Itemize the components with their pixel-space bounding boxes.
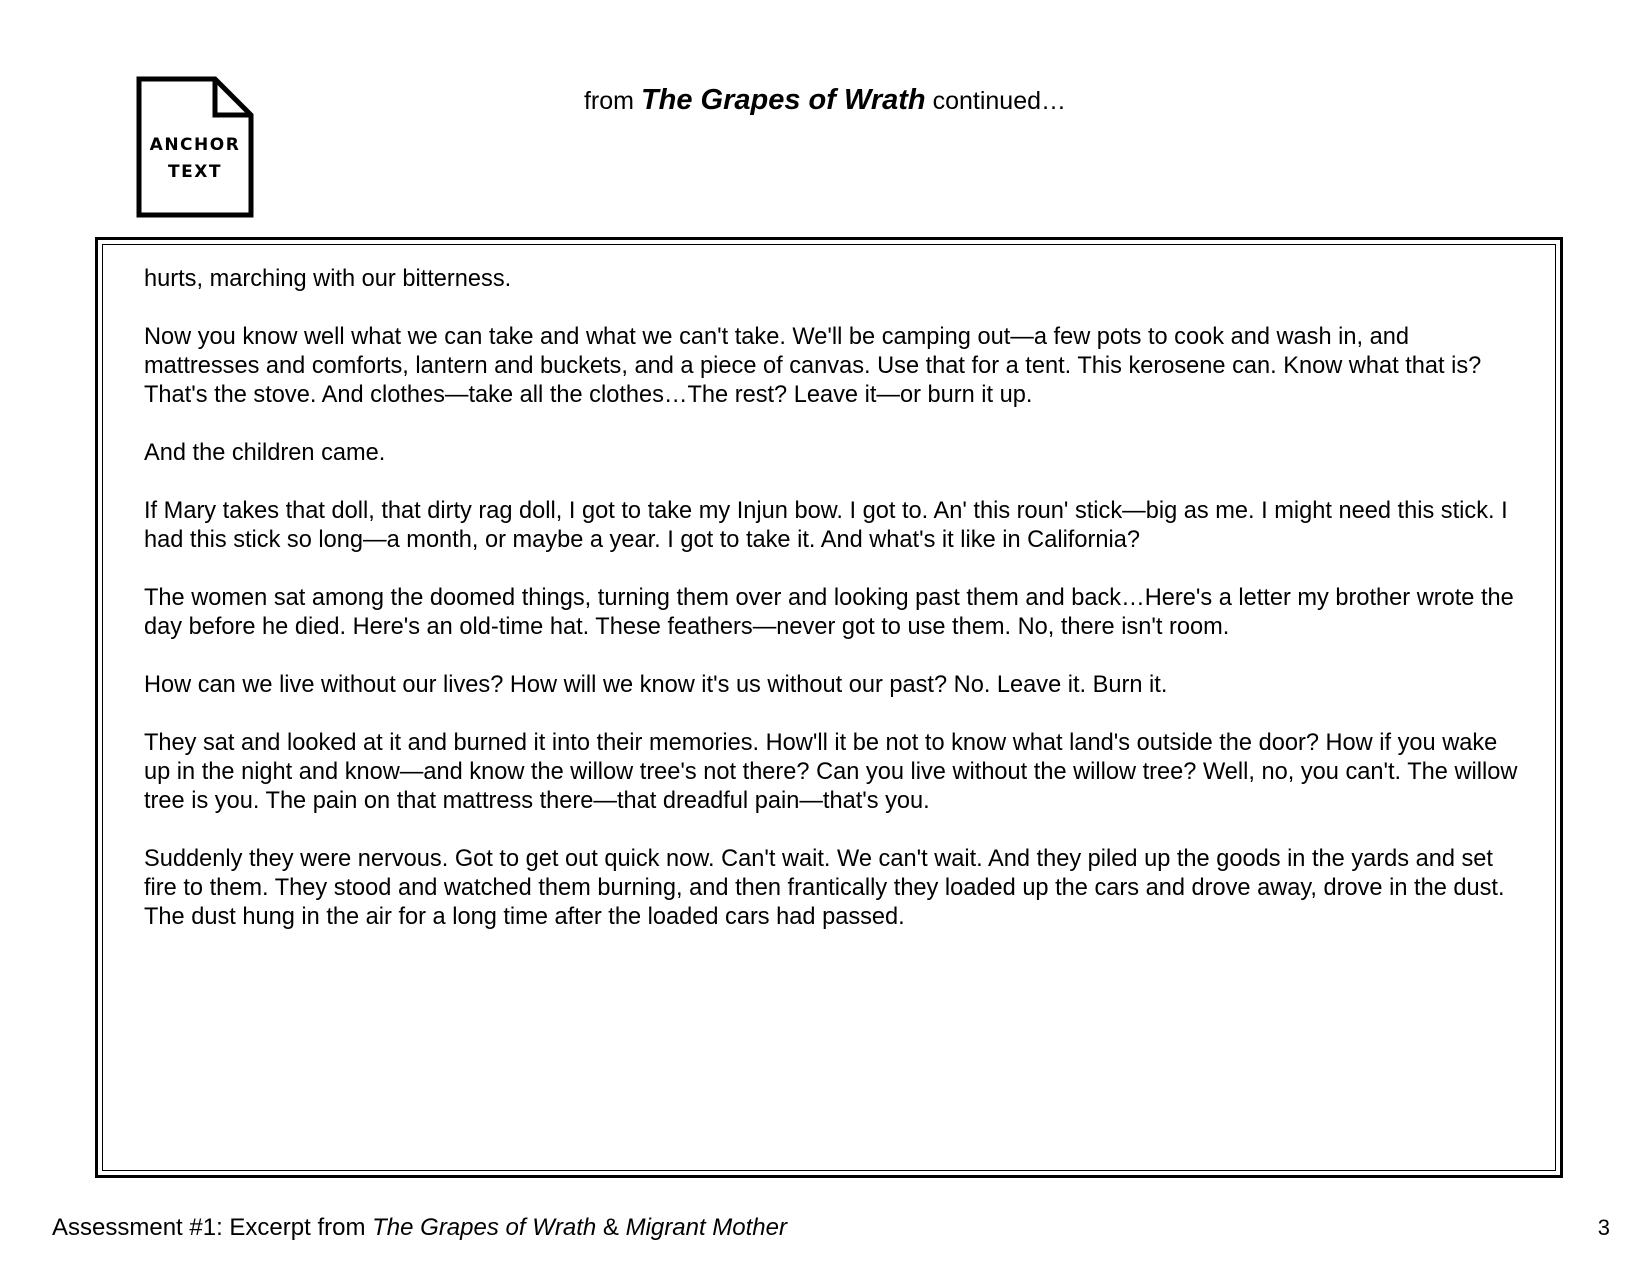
footer-work-2: Migrant Mother	[625, 1214, 787, 1241]
passage-paragraph-1: hurts, marching with our bitterness.	[144, 266, 512, 292]
footer-prefix: Assessment #1: Excerpt from	[52, 1214, 366, 1241]
passage-paragraph-6: How can we live without our lives? How will we know it's us without our past? No. Leave it. Burn it.	[144, 672, 1168, 698]
title-book-name: The Grapes of Wrath	[640, 84, 926, 116]
footer-work-1: The Grapes of Wrath	[372, 1214, 597, 1241]
passage-paragraph-8: Suddenly they were nervous. Got to get out quick now. Can't wait. We can't wait. And they piled up the goods in the yards and set fire to them. They stood and watched them burning, and then frantically they loaded up the cars and drove away, drove in the dust. The dust hung in the air for a long time after the loaded cars had passed.	[144, 846, 1505, 930]
footer-ampersand: &	[602, 1214, 619, 1241]
page-number: 3	[1597, 1215, 1610, 1240]
passage-paragraph-7: They sat and looked at it and burned it into their memories. How'll it be not to know what land's outside the door? How if you wake up in the night and know—and know the willow tree's not there? Can you live without the willow tree? Well, no, you can't. The willow tree is you. The pain on that mattress there—that dreadful pain—that's you.	[144, 730, 1518, 814]
title-suffix: continued…	[932, 87, 1067, 115]
title-prefix: from	[583, 87, 634, 115]
anchor-text-label	[136, 132, 254, 186]
anchor-label-line1: ANCHOR	[149, 135, 241, 155]
anchor-label-line2: TEXT	[168, 162, 222, 182]
footer-citation	[52, 1213, 787, 1243]
passage-paragraph-4: If Mary takes that doll, that dirty rag doll, I got to take my Injun bow. I got to. An' this roun' stick—big as me. I might need this stick. I had this stick so long—a month, or maybe a year. I got to take it. And what's it like in California?	[144, 498, 1508, 553]
passage-text	[144, 265, 1529, 961]
passage-paragraph-5: The women sat among the doomed things, turning them over and looking past them and back…Here's a letter my brother wrote the day before he died. Here's an old-time hat. These feathers—never got to use them. No, there isn't room.	[144, 585, 1514, 640]
passage-paragraph-3: And the children came.	[144, 440, 386, 466]
passage-paragraph-2: Now you know well what we can take and what we can't take. We'll be camping out—a few pots to cook and wash in, and mattresses and comforts, lantern and buckets, and a piece of canvas. Use that for a tent. This kerosene can. Know what that is? That's the stove. And clothes—take all the clothes…The rest? Leave it—or burn it up.	[144, 324, 1482, 408]
page-title	[0, 80, 1650, 121]
